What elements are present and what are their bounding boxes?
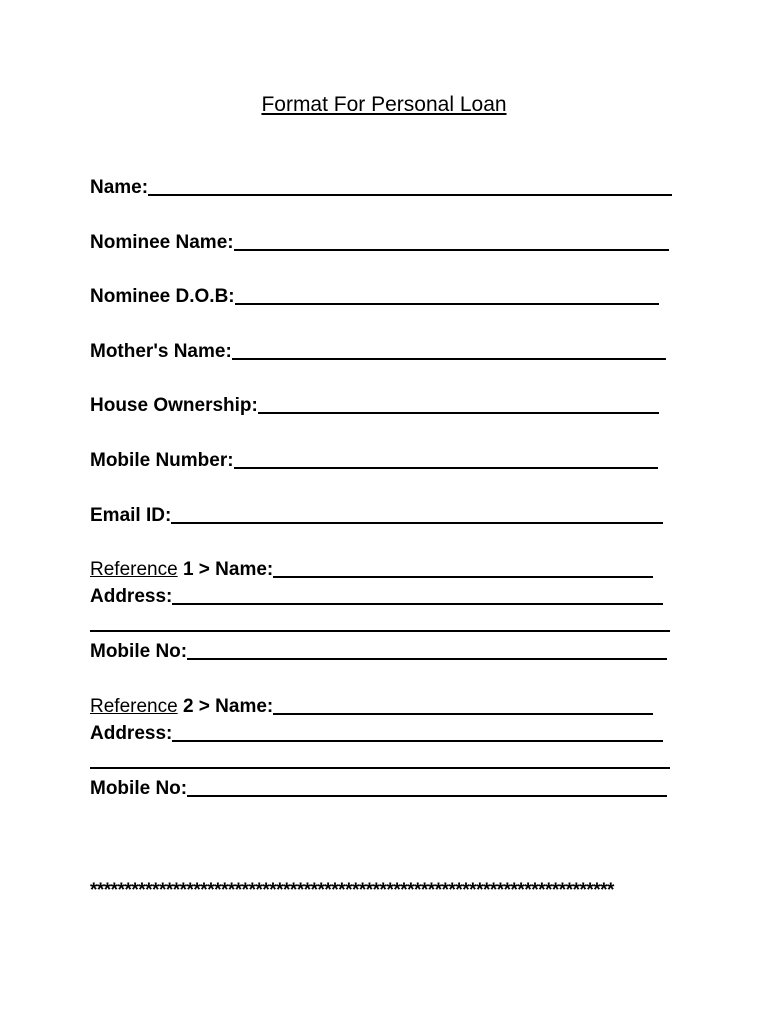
nominee-dob-row [90, 280, 659, 307]
house-ownership-blank-line[interactable] [258, 392, 659, 414]
reference1-address-line2-row [90, 607, 670, 631]
nominee-name-label: Nominee Name: [90, 232, 234, 253]
house-ownership-row [90, 389, 659, 416]
reference2-mobile-blank-line[interactable] [187, 775, 667, 797]
reference2-mobile-row [90, 772, 667, 799]
reference2-address-label: Address: [90, 723, 173, 744]
mothers-name-label: Mother's Name: [90, 341, 232, 362]
email-id-label: Email ID: [90, 505, 172, 526]
name-blank-line[interactable] [148, 174, 672, 196]
nominee-name-blank-line[interactable] [234, 229, 669, 251]
reference1-name-row [90, 553, 653, 580]
mothers-name-row [90, 335, 666, 362]
reference2-name-blank-line[interactable] [273, 693, 653, 715]
nominee-name-row [90, 226, 669, 253]
name-row [90, 171, 672, 198]
email-id-row [90, 499, 663, 526]
reference2-mobile-label: Mobile No: [90, 778, 188, 799]
reference1-word: Reference [90, 559, 178, 580]
name-label: Name: [90, 177, 149, 198]
house-ownership-label: House Ownership: [90, 395, 258, 416]
reference2-address-row [90, 717, 663, 744]
reference2-name-row [90, 690, 653, 717]
reference1-name-label: 1 > Name: [177, 559, 274, 580]
reference1-mobile-blank-line[interactable] [187, 638, 667, 660]
mothers-name-blank-line[interactable] [232, 338, 666, 360]
reference2-word: Reference [90, 696, 178, 717]
reference2-name-label: 2 > Name: [177, 696, 274, 717]
nominee-dob-label: Nominee D.O.B: [90, 286, 235, 307]
mobile-number-row [90, 444, 658, 471]
reference2-address-line2-blank[interactable] [90, 747, 670, 769]
email-id-blank-line[interactable] [171, 502, 663, 524]
nominee-dob-blank-line[interactable] [235, 283, 659, 305]
form-title: Format For Personal Loan [261, 93, 507, 116]
mobile-number-label: Mobile Number: [90, 450, 234, 471]
reference1-mobile-label: Mobile No: [90, 641, 188, 662]
reference2-address-line2-row [90, 744, 670, 768]
reference1-name-blank-line[interactable] [273, 556, 653, 578]
reference2-address-blank-line[interactable] [172, 720, 663, 742]
reference1-address-blank-line[interactable] [172, 583, 663, 605]
reference1-address-line2-blank[interactable] [90, 610, 670, 632]
reference1-address-row [90, 580, 663, 607]
reference1-mobile-row [90, 635, 667, 662]
reference1-address-label: Address: [90, 586, 173, 607]
footer-asterisk-divider: **************************************************************************** [90, 880, 614, 901]
mobile-number-blank-line[interactable] [234, 447, 658, 469]
